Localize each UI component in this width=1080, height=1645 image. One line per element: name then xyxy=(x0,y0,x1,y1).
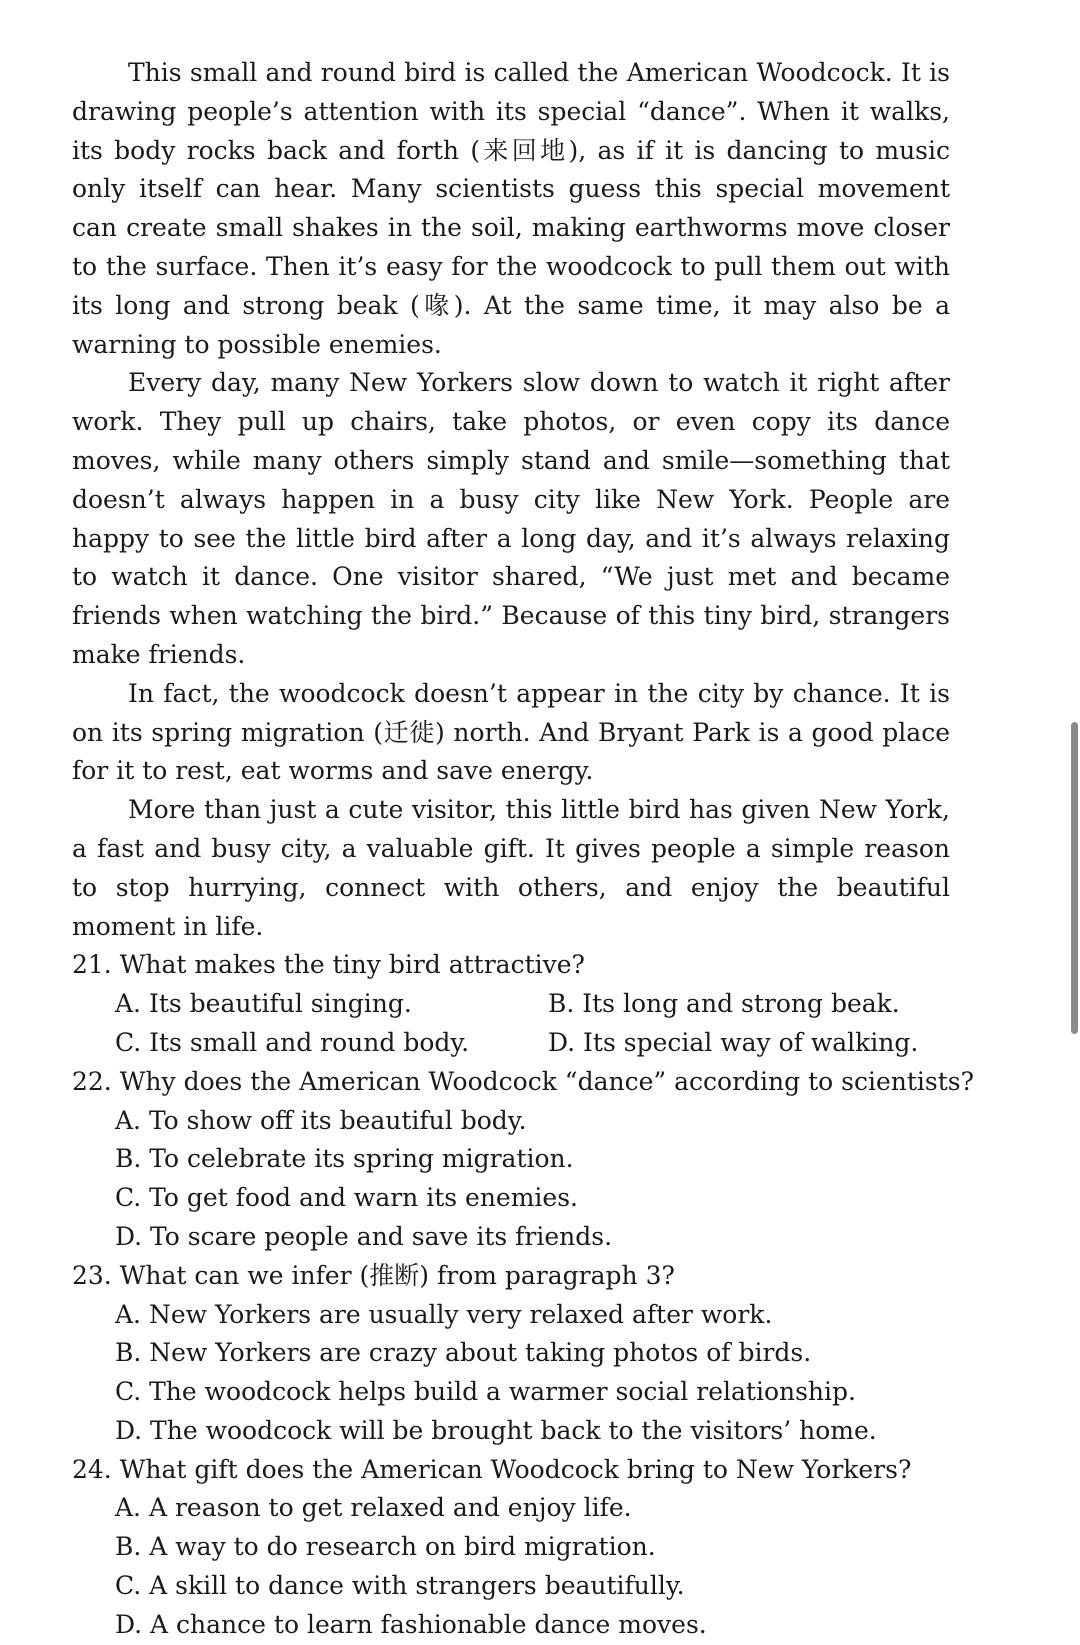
question-21 xyxy=(72,946,950,1062)
option-b: B. New Yorkers are crazy about taking photos of birds. xyxy=(115,1338,812,1368)
option-a: A. Its beautiful singing. xyxy=(115,989,412,1019)
option-d: D. To scare people and save its friends. xyxy=(115,1221,613,1251)
question-23 xyxy=(72,1257,950,1451)
option-b: B. Its long and strong beak. xyxy=(548,989,900,1019)
option-b: B. To celebrate its spring migration. xyxy=(115,1144,574,1174)
question-stem: 21. What makes the tiny bird attractive? xyxy=(72,950,585,980)
question-stem: 22. Why does the American Woodcock “dance” according to scientists? xyxy=(72,1066,974,1096)
answer-options xyxy=(72,1489,950,1644)
option-a: A. New Yorkers are usually very relaxed after work. xyxy=(115,1299,773,1329)
option-c: C. A skill to dance with strangers beautifully. xyxy=(115,1571,685,1601)
answer-options xyxy=(72,985,950,1063)
option-b: B. A way to do research on bird migration. xyxy=(115,1532,656,1562)
option-d: D. The woodcock will be brought back to the visitors’ home. xyxy=(115,1415,877,1445)
scrollbar-thumb[interactable] xyxy=(1071,722,1078,1034)
question-stem: 24. What gift does the American Woodcock bring to New Yorkers? xyxy=(72,1454,912,1484)
passage-paragraph-4: More than just a cute visitor, this little bird has given New York, a fast and busy city, a valuable gift. It gives people a simple reason to stop hurrying, connect with others, and enjoy the beautiful moment in life. xyxy=(72,795,950,941)
option-c: C. Its small and round body. xyxy=(115,1027,470,1057)
question-24 xyxy=(72,1451,950,1645)
answer-options xyxy=(72,1102,950,1257)
question-22 xyxy=(72,1063,974,1257)
exam-page xyxy=(72,54,974,1645)
option-d: D. A chance to learn fashionable dance moves. xyxy=(115,1609,707,1639)
option-c: C. The woodcock helps build a warmer social relationship. xyxy=(115,1377,856,1407)
option-d: D. Its special way of walking. xyxy=(548,1027,919,1057)
option-a: A. To show off its beautiful body. xyxy=(115,1105,527,1135)
passage-paragraph-3: In fact, the woodcock doesn’t appear in the city by chance. It is on its spring migration (迁徙) north. And Bryant Park is a good place for it to rest, eat worms and save energy. xyxy=(72,678,950,786)
option-c: C. To get food and warn its enemies. xyxy=(115,1183,579,1213)
option-a: A. A reason to get relaxed and enjoy life. xyxy=(115,1493,632,1523)
passage-paragraph-1: This small and round bird is called the American Woodcock. It is drawing people’s attention with its special “dance”. When it walks, its body rocks back and forth (来回地), as if it is dancing to music only itself can hear. Many scientists guess this special movement can create small shakes in the soil, making earthworms move closer to the surface. Then it’s easy for the woodcock to pull them out with its long and strong beak (喙). At the same time, it may also be a warning to possible enemies. xyxy=(72,58,950,359)
passage-paragraph-2: Every day, many New Yorkers slow down to watch it right after work. They pull up chairs, take photos, or even copy its dance moves, while many others simply stand and smile—something that doesn’t always happen in a busy city like New York. People are happy to see the little bird after a long day, and it’s always relaxing to watch it dance. One visitor shared, “We just met and became friends when watching the bird.” Because of this tiny bird, strangers make friends. xyxy=(72,368,950,669)
question-stem: 23. What can we infer (推断) from paragraph 3? xyxy=(72,1260,675,1290)
answer-options xyxy=(72,1296,950,1451)
